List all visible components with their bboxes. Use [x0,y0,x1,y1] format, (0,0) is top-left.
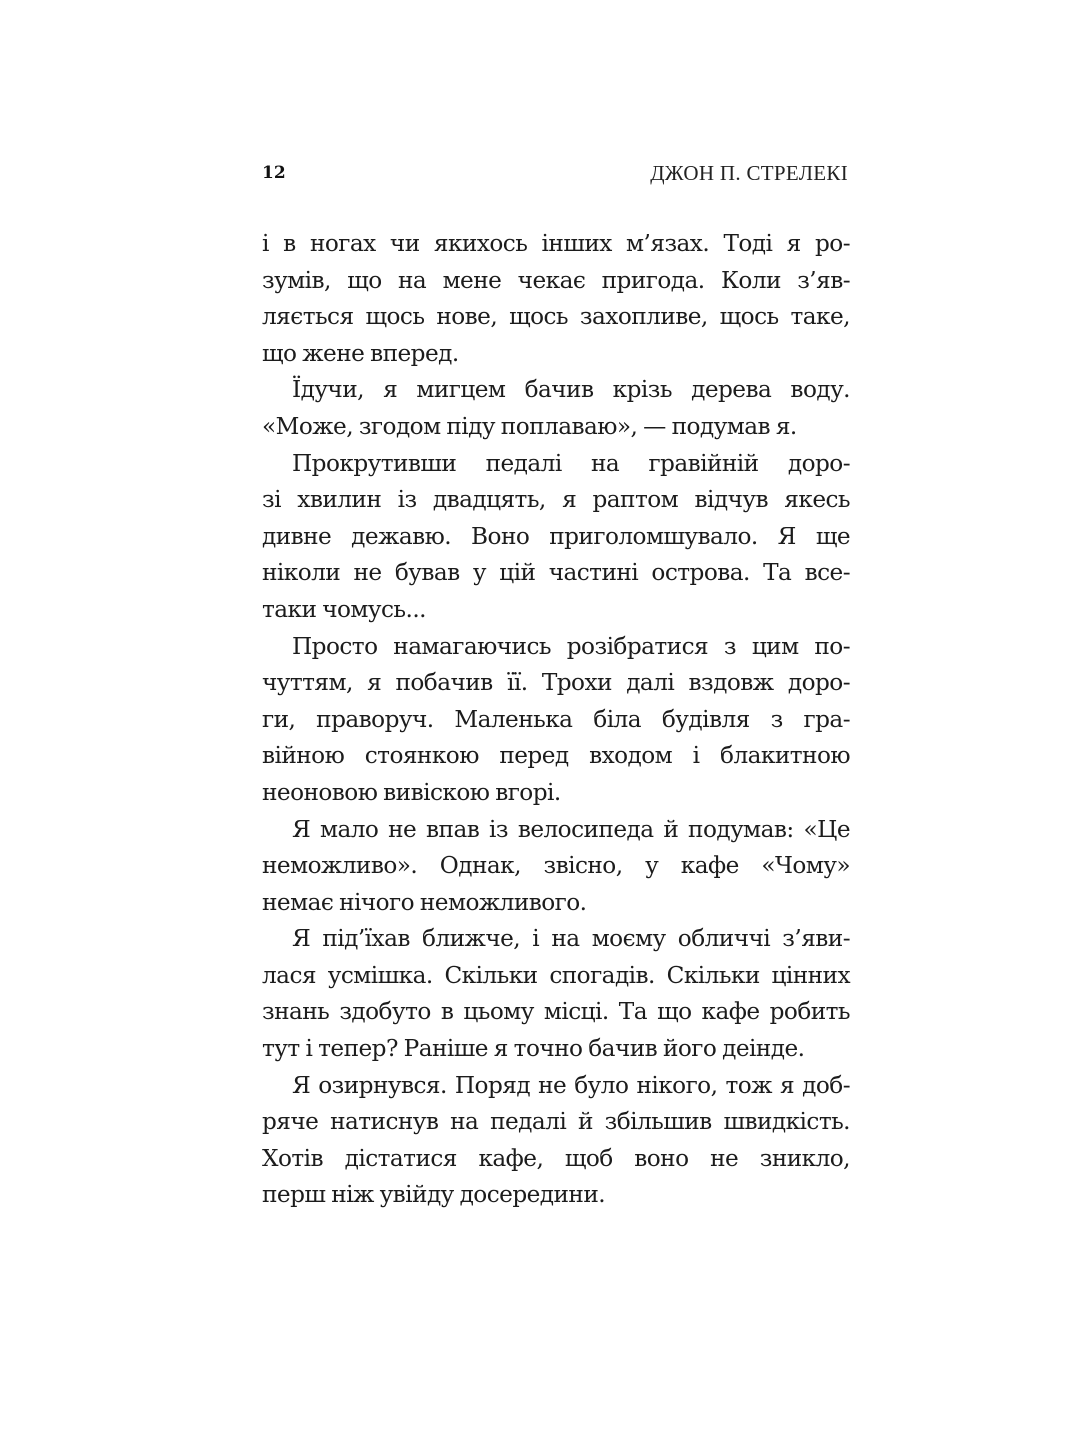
text-line: неоновою вивіскою вгорі. [262,778,561,806]
text-line: і в ногах чи якихось інших м’язах. Тоді я ро- [262,230,850,257]
paragraph [262,629,850,812]
text-line: тут і тепер? Раніше я точно бачив його деінде. [262,1035,805,1063]
text-line: Хотів дістатися кафе, щоб воно не зникло, [262,1144,850,1172]
paragraph [262,372,850,445]
page-number: 12 [262,163,286,183]
text-line: чуттям, я побачив її. Трохи далі вздовж доро- [262,669,850,697]
text-line: зумів, що на мене чекає пригода. Коли з’яв- [262,266,850,294]
page-header [262,158,848,188]
text-line: ляється щось нове, щось захопливе, щось таке, [262,303,850,331]
text-line: знань здобуто в цьому місці. Та що кафе робить [262,998,850,1026]
paragraph [262,446,850,629]
text-line: немає нічого неможливого. [262,888,587,916]
running-head-author: ДЖОН П. СТРЕЛЕКІ [650,161,848,185]
paragraph [262,226,850,372]
text-line: зі хвилин із двадцять, я раптом відчув якесь [262,486,850,514]
text-line: ніколи не бував у цій частині острова. Та все- [262,559,850,587]
text-line: перш ніж увійду досередини. [262,1181,606,1209]
text-line: ги, праворуч. Маленька біла будівля з гра- [262,705,850,733]
text-line: Я озирнувся. Поряд не було нікого, тож я доб- [292,1071,850,1099]
text-line: Я під’їхав ближче, і на моєму обличчі з’яви- [292,925,850,953]
paragraph [262,1068,850,1214]
text-line: Просто намагаючись розібратися з цим по- [292,632,850,660]
paragraph [262,921,850,1067]
paragraph [262,812,850,922]
text-line: Прокрутивши педалі на гравійній доро- [292,449,850,477]
text-line: лася усмішка. Скільки спогадів. Скільки цінних [262,961,850,989]
text-line: неможливо». Однак, звісно, у кафе «Чому» [262,852,850,880]
text-line: що жене вперед. [262,339,459,367]
text-line: ряче натиснув на педалі й збільшив швидкість. [262,1108,850,1136]
text-line: Їдучи, я мигцем бачив крізь дерева воду. [292,376,850,404]
text-line: війною стоянкою перед входом і блакитною [262,742,850,770]
text-line: таки чомусь... [262,595,426,623]
text-line: «Може, згодом піду поплаваю», — подумав я. [262,412,797,440]
text-line: Я мало не впав із велосипеда й подумав: «Це [292,815,850,843]
text-line: дивне дежавю. Воно приголомшувало. Я ще [262,522,850,550]
body-text [262,226,850,1214]
